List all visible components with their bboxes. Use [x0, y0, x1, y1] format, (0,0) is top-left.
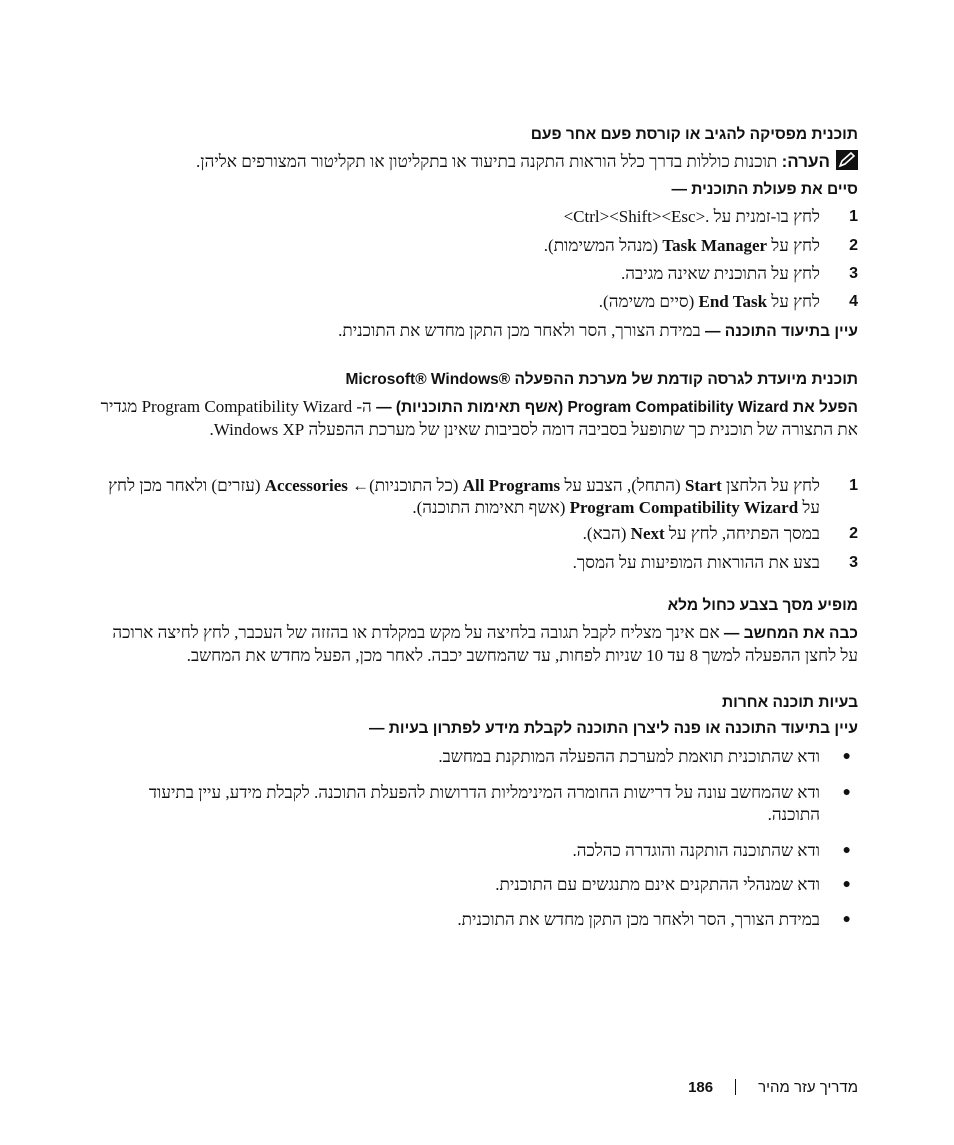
- bullet-item: [98, 782, 858, 826]
- s3-turn-off: [98, 622, 858, 667]
- step-number: 4: [849, 293, 858, 310]
- step-bold: Task Manager: [662, 236, 768, 255]
- bullet-dot-icon: ●: [842, 785, 851, 800]
- bullet-item: [98, 840, 858, 862]
- start-label: Start: [684, 476, 722, 495]
- s1-step-2: [98, 235, 858, 257]
- turn-off-text: אם אינך מצליח לקבל תגובה בלחיצה על מקש במקלדת או בהזזה של העכבר, לחץ לחיצה ארוכה על לחצן ההפעלה למשך 8 עד 10 שניות לפחות, עד שהמחשב יכבה. לאחר מכן, הפעל מחדש את המחשב.: [112, 623, 858, 665]
- section-title-blue-screen: מופיע מסך בצבע כחול מלא: [667, 597, 858, 614]
- bullet-item: [98, 874, 858, 896]
- bullet-dot-icon: ●: [842, 843, 851, 858]
- bullet-text: ודא שהמחשב עונה על דרישות החומרה המינימליות הדרושות להפעלת התוכנה. לקבלת מידע, עיין בתיעוד התוכנה.: [148, 783, 820, 824]
- bullet-text: ודא שהתוכנה הותקנה והוגדרה כהלכה.: [572, 841, 820, 860]
- step-text: (התחל), הצבע על: [560, 476, 685, 495]
- section-title-program-crash: תוכנית מפסיקה להגיב או קורסת פעם אחר פעם: [530, 126, 858, 143]
- step-bold: End Task: [698, 292, 768, 311]
- bullet-text: ודא שמנהלי ההתקנים אינם מתנגשים עם התוכנית.: [495, 875, 820, 894]
- bullet-text: במידת הצורך, הסר ולאחר מכן התקן מחדש את התוכנית.: [457, 910, 820, 929]
- step-number: 3: [849, 554, 858, 571]
- step-text-post: (מנהל המשימות).: [543, 236, 663, 255]
- s2-step-3: [98, 552, 858, 574]
- run-wizard-text: ה- Program Compatibility Wizard מגדיר את התצורה של תוכנית כך שתופעל בסביבה דומה לסביבות שאינן של מערכת ההפעלה Windows XP.: [100, 397, 858, 439]
- check-docs-text: במידת הצורך, הסר ולאחר מכן התקן מחדש את התוכנית.: [338, 321, 705, 340]
- step-text: במסך הפתיחה, לחץ על: [664, 524, 820, 543]
- step-text-post: (סיים משימה).: [598, 292, 699, 311]
- guide-title: מדריך עזר מהיר: [758, 1079, 858, 1096]
- s2-step-2: [98, 523, 858, 545]
- section-title-older-windows: [98, 369, 858, 391]
- step-text: (עזרים) ולאחר מכן לחץ על: [108, 476, 820, 517]
- step-text: לחץ בו-זמנית על: [709, 207, 820, 226]
- s2-run-wizard: [98, 396, 858, 441]
- bullet-item: [98, 746, 858, 768]
- note: [98, 150, 858, 173]
- s2-step-1: [98, 475, 858, 519]
- end-program-heading: סיים את פעולת התוכנית —: [671, 181, 858, 198]
- step-text: (הבא).: [582, 524, 631, 543]
- check-docs-bold: עיין בתיעוד התוכנה —: [704, 323, 858, 340]
- step-number: 2: [849, 237, 858, 254]
- step-text: לחץ על הלחצן: [721, 476, 820, 495]
- note-label: הערה:: [781, 152, 830, 171]
- note-pencil-icon: [836, 150, 858, 170]
- s1-check-docs: [98, 320, 858, 343]
- section-title-other-problems: בעיות תוכנה אחרות: [722, 694, 858, 711]
- step-text: (כל התוכניות)←: [347, 476, 463, 495]
- wizard-label: Program Compatibility Wizard: [569, 498, 799, 517]
- step-text: (אשף תאימות התוכנה).: [412, 498, 570, 517]
- bullet-item: [98, 909, 858, 931]
- step-keys: <Ctrl><Shift><Esc>.: [563, 207, 710, 226]
- bullet-dot-icon: ●: [842, 749, 851, 764]
- step-number: 3: [849, 265, 858, 282]
- s1-step-4: [98, 291, 858, 313]
- bullet-dot-icon: ●: [842, 912, 851, 927]
- step-text: לחץ על: [767, 292, 820, 311]
- step-number: 1: [849, 208, 858, 225]
- all-programs-label: All Programs: [462, 476, 561, 495]
- step-text: בצע את ההוראות המופיעות על המסך.: [572, 553, 820, 572]
- page-footer: [688, 1078, 858, 1098]
- step-number: 2: [849, 525, 858, 542]
- footer-divider: [735, 1079, 736, 1095]
- s1-step-3: [98, 263, 858, 285]
- bullet-dot-icon: ●: [842, 877, 851, 892]
- turn-off-bold: כבה את המחשב —: [723, 625, 858, 642]
- run-wizard-bold: הפעל את Program Compatibility Wizard (אשף תאימות התוכניות) —: [376, 399, 858, 416]
- s1-step-1: [98, 206, 858, 228]
- accessories-label: Accessories: [264, 476, 348, 495]
- step-text: לחץ על: [767, 236, 820, 255]
- next-label: Next: [630, 524, 665, 543]
- step-number: 1: [849, 477, 858, 494]
- page-number: 186: [688, 1079, 714, 1096]
- note-text: תוכנות כוללות בדרך כלל הוראות התקנה בתיעוד או בתקליטון או תקליטור המצורפים אליהן.: [195, 152, 778, 171]
- title-hebrew: תוכנית מיועדת לגרסה קודמת של מערכת ההפעלה: [510, 371, 858, 388]
- title-english: Microsoft® Windows®: [345, 371, 511, 388]
- step-text: לחץ על התוכנית שאינה מגיבה.: [621, 264, 820, 283]
- s4-subheading: עיין בתיעוד התוכנה או פנה ליצרן התוכנה לקבלת מידע לפתרון בעיות —: [368, 720, 858, 737]
- bullet-text: ודא שהתוכנית תואמת למערכת ההפעלה המותקנת במחשב.: [438, 747, 820, 766]
